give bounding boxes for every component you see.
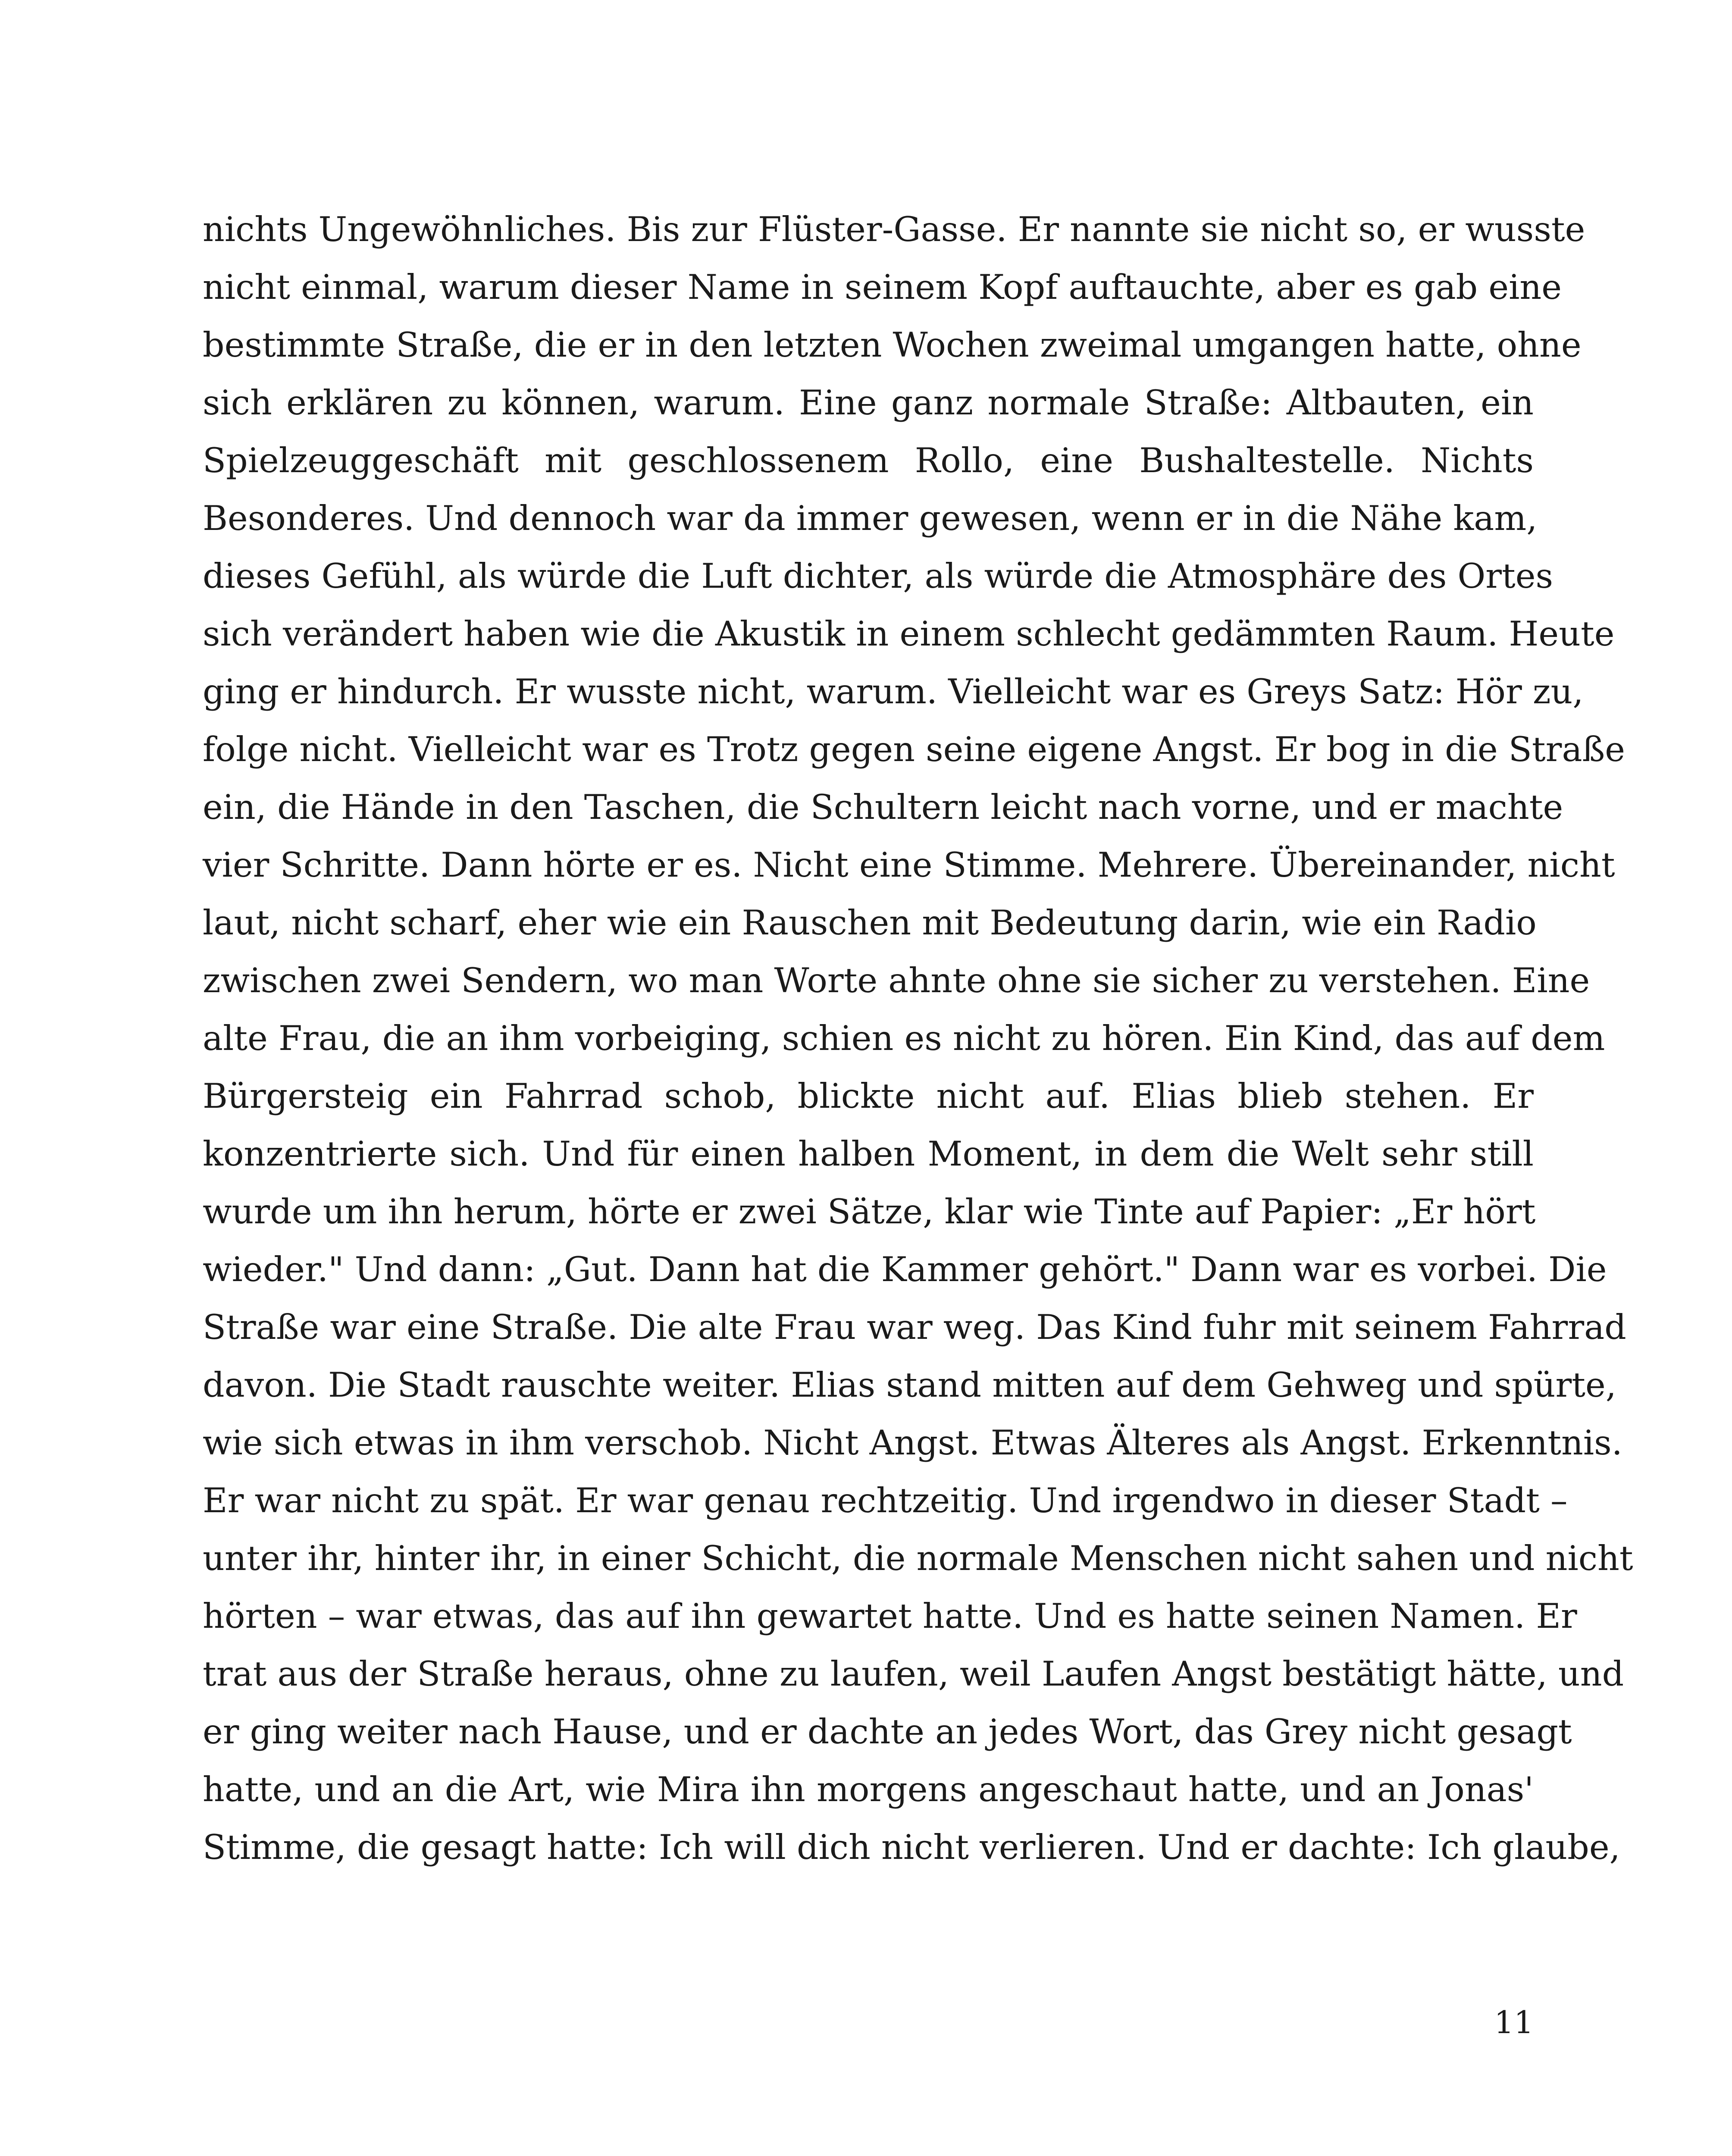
text-line: laut, nicht scharf, eher wie ein Rauschen mit Bedeutung darin, wie ein Radio	[203, 903, 1537, 943]
text-line: dieses Gefühl, als würde die Luft dichter, als würde die Atmosphäre des Ortes	[203, 556, 1553, 596]
body-text	[203, 201, 1633, 1876]
text-line: wie sich etwas in ihm verschob. Nicht Angst. Etwas Älteres als Angst. Erkenntnis.	[203, 1423, 1622, 1463]
page-number: 11	[1494, 2004, 1534, 2040]
text-line: wieder." Und dann: „Gut. Dann hat die Kammer gehört." Dann war es vorbei. Die	[203, 1250, 1607, 1289]
text-line: ging er hindurch. Er wusste nicht, warum. Vielleicht war es Greys Satz: Hör zu,	[203, 672, 1584, 711]
text-line: davon. Die Stadt rauschte weiter. Elias stand mitten auf dem Gehweg und spürte,	[203, 1365, 1616, 1405]
text-line: Spielzeuggeschäft mit geschlossenem Rollo, eine Bushaltestelle. Nichts	[203, 441, 1534, 480]
text-line: konzentrierte sich. Und für einen halben Moment, in dem die Welt sehr still	[203, 1134, 1534, 1174]
text-line: trat aus der Straße heraus, ohne zu laufen, weil Laufen Angst bestätigt hätte, und	[203, 1654, 1624, 1694]
text-line: folge nicht. Vielleicht war es Trotz gegen seine eigene Angst. Er bog in die Straße	[203, 730, 1626, 769]
text-line: zwischen zwei Sendern, wo man Worte ahnte ohne sie sicher zu verstehen. Eine	[203, 961, 1590, 1000]
text-line: Bürgersteig ein Fahrrad schob, blickte nicht auf. Elias blieb stehen. Er	[203, 1076, 1534, 1116]
text-line: nicht einmal, warum dieser Name in seinem Kopf auftauchte, aber es gab eine	[203, 267, 1562, 307]
text-line: Straße war eine Straße. Die alte Frau war weg. Das Kind fuhr mit seinem Fahrrad	[203, 1307, 1626, 1347]
text-line: vier Schritte. Dann hörte er es. Nicht eine Stimme. Mehrere. Übereinander, nicht	[203, 845, 1615, 885]
text-line: nichts Ungewöhnliches. Bis zur Flüster-Gasse. Er nannte sie nicht so, er wusste	[203, 210, 1585, 249]
text-line: Er war nicht zu spät. Er war genau rechtzeitig. Und irgendwo in dieser Stadt –	[203, 1481, 1568, 1520]
text-line: sich verändert haben wie die Akustik in einem schlecht gedämmten Raum. Heute	[203, 614, 1615, 654]
text-line: hörten – war etwas, das auf ihn gewartet hatte. Und es hatte seinen Namen. Er	[203, 1596, 1577, 1636]
text-line: unter ihr, hinter ihr, in einer Schicht, die normale Menschen nicht sahen und nicht	[203, 1539, 1633, 1578]
text-line: Besonderes. Und dennoch war da immer gewesen, wenn er in die Nähe kam,	[203, 498, 1538, 538]
text-line: hatte, und an die Art, wie Mira ihn morgens angeschaut hatte, und an Jonas'	[203, 1770, 1534, 1809]
text-line: Stimme, die gesagt hatte: Ich will dich nicht verlieren. Und er dachte: Ich glaube,	[203, 1827, 1620, 1867]
text-line: er ging weiter nach Hause, und er dachte an jedes Wort, das Grey nicht gesagt	[203, 1712, 1572, 1752]
text-line: sich erklären zu können, warum. Eine ganz normale Straße: Altbauten, ein	[203, 383, 1534, 423]
text-line: ein, die Hände in den Taschen, die Schultern leicht nach vorne, und er machte	[203, 787, 1563, 827]
text-line: alte Frau, die an ihm vorbeiging, schien es nicht zu hören. Ein Kind, das auf dem	[203, 1018, 1605, 1058]
text-line: wurde um ihn herum, hörte er zwei Sätze, klar wie Tinte auf Papier: „Er hört	[203, 1192, 1536, 1232]
text-line: bestimmte Straße, die er in den letzten Wochen zweimal umgangen hatte, ohne	[203, 325, 1582, 365]
